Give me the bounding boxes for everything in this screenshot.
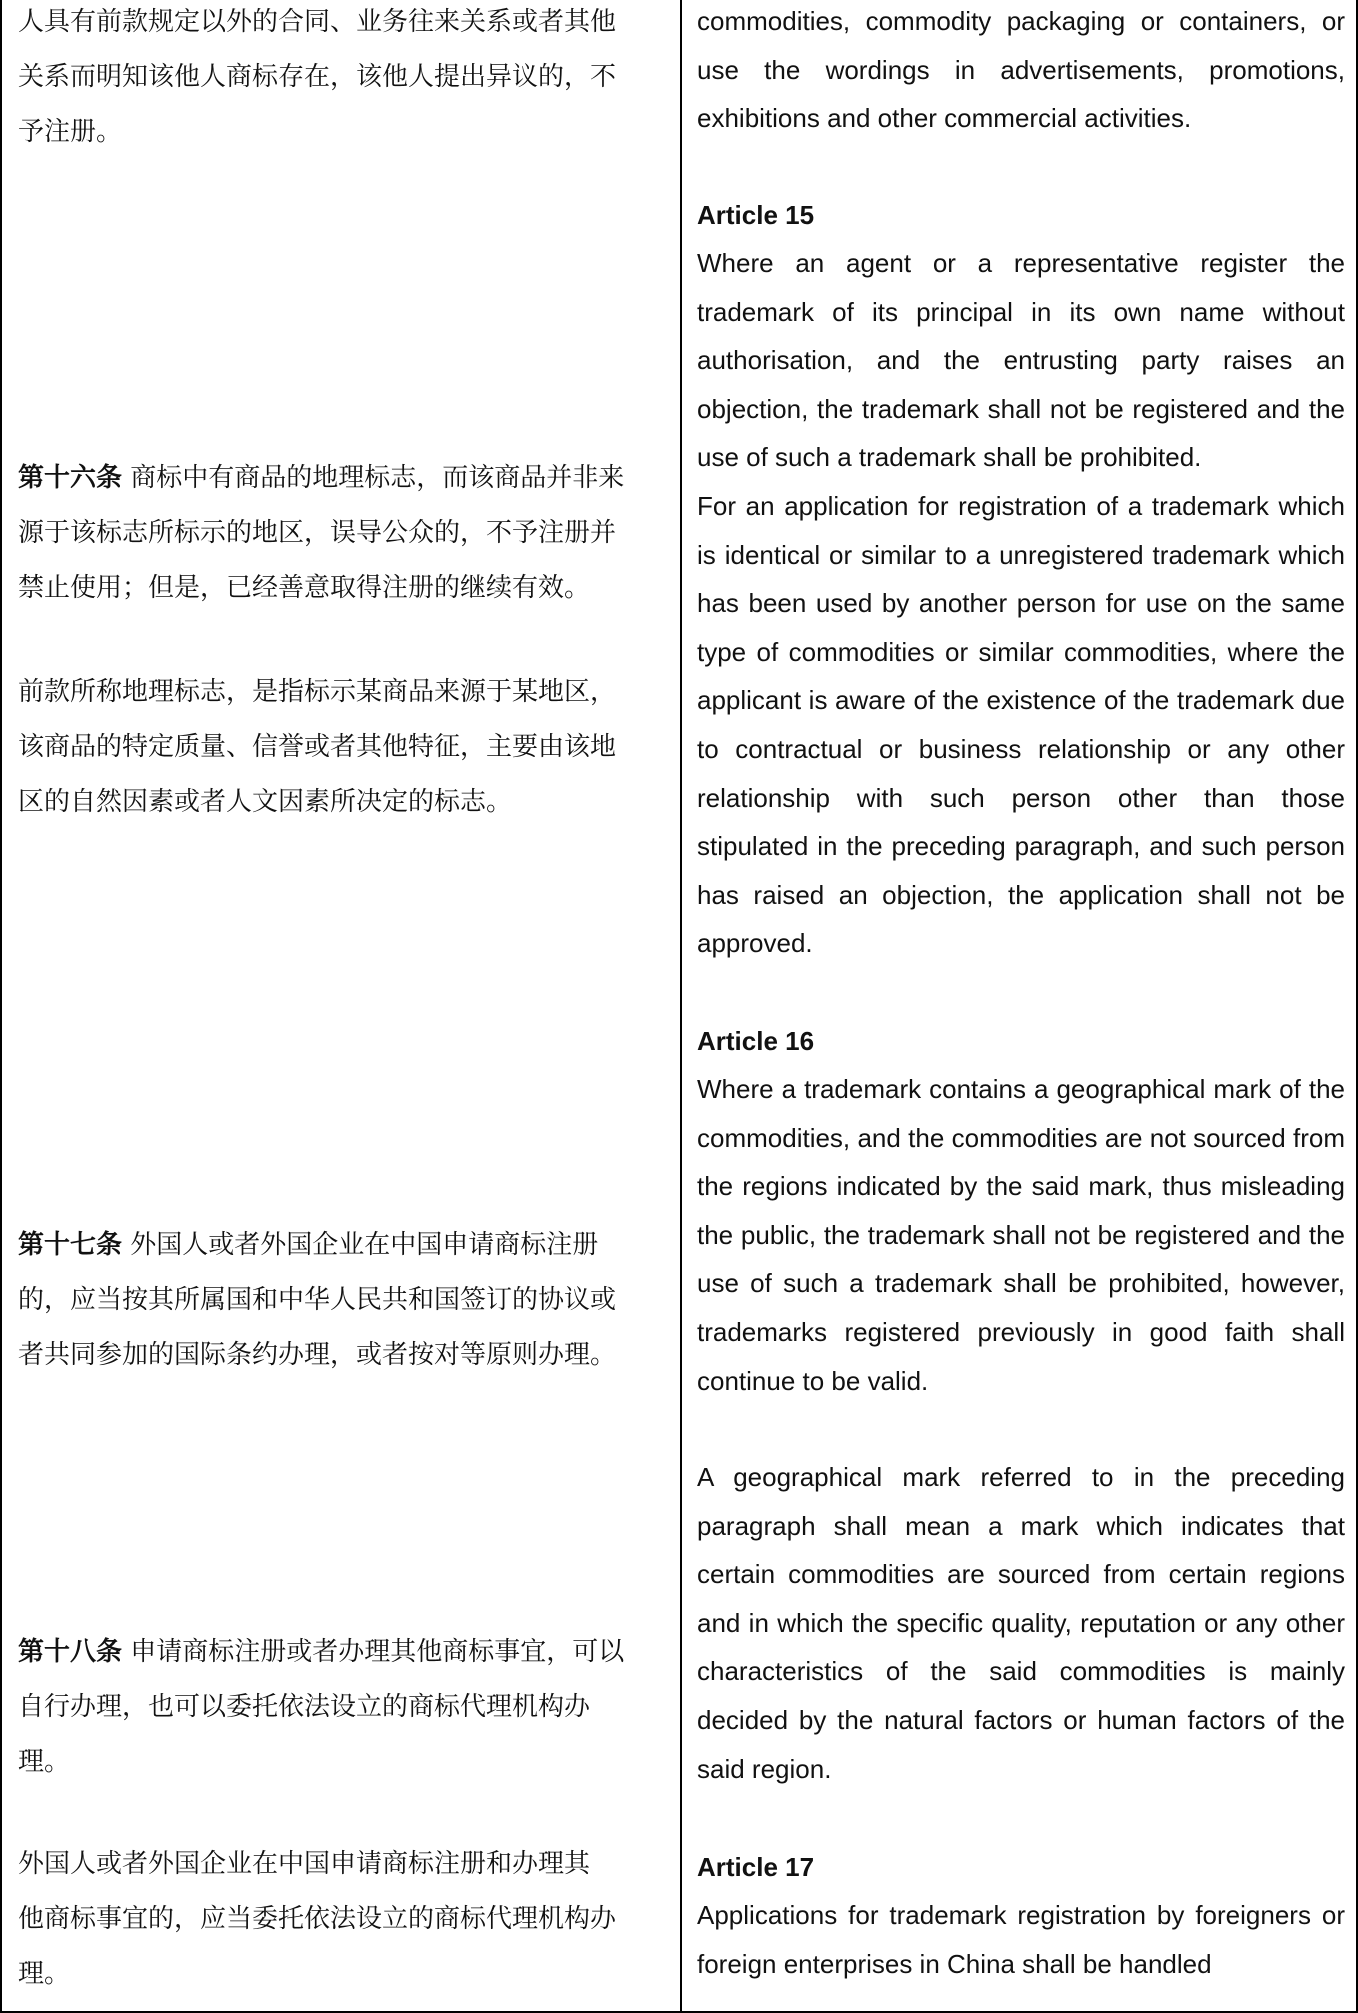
zh-article-18-paragraph-1 [18,1625,668,1790]
zh-article-18-paragraph-2: 外国人或者外国企业在中国申请商标注册和办理其 他商标事宜的，应当委托依法设立的商标代理机构办 理。 [18,1849,617,1989]
en-article-15-heading: Article 15 [697,200,815,230]
en-continued-paragraph: commodities, commodity packaging or containers, or use the wordings in advertisements, promotions, exhibitions and other commercial activities. [697,6,1345,134]
en-article-16-paragraph-1: Where a trademark contains a geographical mark of the commodities, and the commodities are not sourced from the regions indicated by the said mark, thus misleading the public, the trademark shall not be registered and the use of such a trademark shall be prohibited, however, trademarks registered previously in good faith shall continue to be valid. [697,1074,1345,1396]
zh-article-16-text-1: 商标中有商品的地理标志，而该商品并非来 源于该标志所标示的地区，误导公众的，不予注册并 禁止使用；但是，已经善意取得注册的继续有效。 [18,463,625,603]
zh-article-16-paragraph-2: 前款所称地理标志，是指标示某商品来源于某地区， 该商品的特定质量、信誉或者其他特征，主要由该地 区的自然因素或者人文因素所决定的标志。 [18,677,617,817]
zh-article-16-paragraph-1 [18,451,668,616]
en-article-16-paragraph-2: A geographical mark referred to in the preceding paragraph shall mean a mark which indicates that certain commodities are sourced from certain regions and in which the specific quality, reputation or any other characteristics of the said commodities is mainly decided by the natural factors or human factors of the said region. [697,1462,1345,1784]
en-article-15-paragraph-1: Where an agent or a representative register the trademark of its principal in its own name without authorisation, and the entrusting party raises an objection, the trademark shall not be registered and the use of such a trademark shall be prohibited. [697,248,1345,473]
en-article-15-paragraph-2: For an application for registration of a trademark which is identical or similar to a unregistered trademark which has been used by another person for use on the same type of commodities or similar commodities, where the applicant is aware of the existence of the trademark due to contractual or business relationship or any other relationship with such person other than those stipulated in the preceding paragraph, and such person has raised an objection, the application shall not be approved. [697,491,1345,959]
zh-article-17-heading: 第十七条 [18,1230,123,1260]
en-article-17-paragraph-1: Applications for trademark registration by foreigners or foreign enterprises in China shall be handled [697,1900,1345,1979]
zh-article-17-text-1: 外国人或者外国企业在中国申请商标注册 的，应当按其所属国和中华人民共和国签订的协议或 者共同参加的国际条约办理，或者按对等原则办理。 [18,1230,617,1370]
zh-article-18-text-1: 申请商标注册或者办理其他商标事宜，可以 自行办理，也可以委托依法设立的商标代理机构办 理。 [18,1637,625,1777]
en-article-17-heading: Article 17 [697,1852,815,1882]
en-article-16-heading: Article 16 [697,1026,815,1056]
zh-continued-paragraph: 人具有前款规定以外的合同、业务往来关系或者其他 关系而明知该他人商标存在，该他人提出异议的，不 予注册。 [18,7,617,147]
zh-article-18-heading: 第十八条 [18,1637,123,1667]
zh-article-16-heading: 第十六条 [18,463,123,493]
column-divider [680,0,682,2013]
zh-article-17-paragraph-1 [18,1218,668,1383]
